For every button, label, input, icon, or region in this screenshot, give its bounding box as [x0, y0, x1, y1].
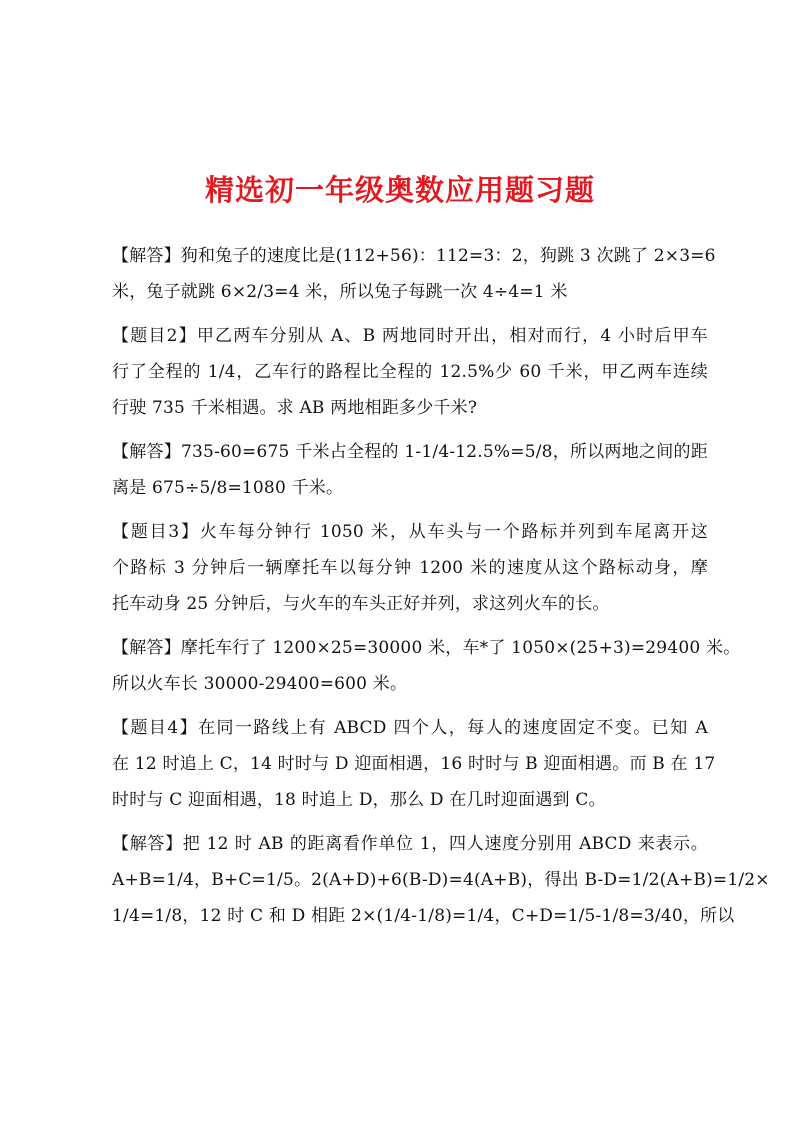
paragraph-gap	[112, 506, 708, 514]
paragraph-gap	[112, 622, 708, 630]
paragraph-gap	[112, 310, 708, 318]
text-line: 个路标 3 分钟后一辆摩托车以每分钟 1200 米的速度从这个路标动身，摩	[112, 558, 708, 578]
text-line: 【题目4】在同一路线上有 ABCD 四个人，每人的速度固定不变。已知 A	[112, 718, 708, 738]
text-line: 【解答】摩托车行了 1200×25=30000 米，车*了 1050×(25+3)=29400 米。	[112, 638, 741, 658]
paragraph-answer-1	[112, 238, 716, 310]
paragraph-question-3	[112, 514, 708, 622]
text-line: 离是 675÷5/8=1080 千米。	[112, 478, 344, 498]
paragraph-gap	[112, 818, 708, 826]
text-line: 【解答】735-60=675 千米占全程的 1-1/4-12.5%=5/8，所以两地之间的距	[112, 442, 708, 462]
paragraph-answer-2	[112, 434, 708, 506]
text-line: 行了全程的 1/4，乙车行的路程比全程的 12.5%少 60 千米，甲乙两车连续	[112, 362, 708, 382]
text-line: A+B=1/4，B+C=1/5。2(A+D)+6(B-D)=4(A+B)，得出 B-D=1/2(A+B)=1/2×	[112, 870, 770, 890]
paragraph-question-2	[112, 318, 708, 426]
paragraph-gap	[112, 702, 708, 710]
document-body	[112, 238, 770, 934]
text-line: 行驶 735 千米相遇。求 AB 两地相距多少千米?	[112, 398, 478, 418]
text-line: 所以火车长 30000-29400=600 米。	[112, 674, 408, 694]
document-title: 精选初一年级奥数应用题习题	[204, 173, 595, 207]
text-line: 托车动身 25 分钟后，与火车的车头正好并列，求这列火车的长。	[112, 594, 610, 614]
paragraph-answer-4	[112, 826, 770, 934]
text-line: 【题目2】甲乙两车分别从 A、B 两地同时开出，相对而行，4 小时后甲车	[112, 326, 708, 346]
text-line: 时时与 C 迎面相遇，18 时追上 D，那么 D 在几时迎面遇到 C。	[112, 790, 606, 810]
text-line: 米，兔子就跳 6×2/3=4 米，所以兔子每跳一次 4÷4=1 米	[112, 282, 568, 302]
text-line: 1/4=1/8，12 时 C 和 D 相距 2×(1/4-1/8)=1/4，C+D=1/5-1/8=3/40，所以	[112, 906, 735, 926]
paragraph-answer-3	[112, 630, 741, 702]
text-line: 【解答】狗和兔子的速度比是(112+56)：112=3：2，狗跳 3 次跳了 2×3=6	[112, 246, 716, 266]
paragraph-question-4	[112, 710, 716, 818]
text-line: 【解答】把 12 时 AB 的距离看作单位 1，四人速度分别用 ABCD 来表示。	[112, 834, 708, 854]
text-line: 在 12 时追上 C，14 时时与 D 迎面相遇，16 时时与 B 迎面相遇。而 B 在 17	[112, 754, 716, 774]
text-line: 【题目3】火车每分钟行 1050 米，从车头与一个路标并列到车尾离开这	[112, 522, 708, 542]
paragraph-gap	[112, 426, 708, 434]
